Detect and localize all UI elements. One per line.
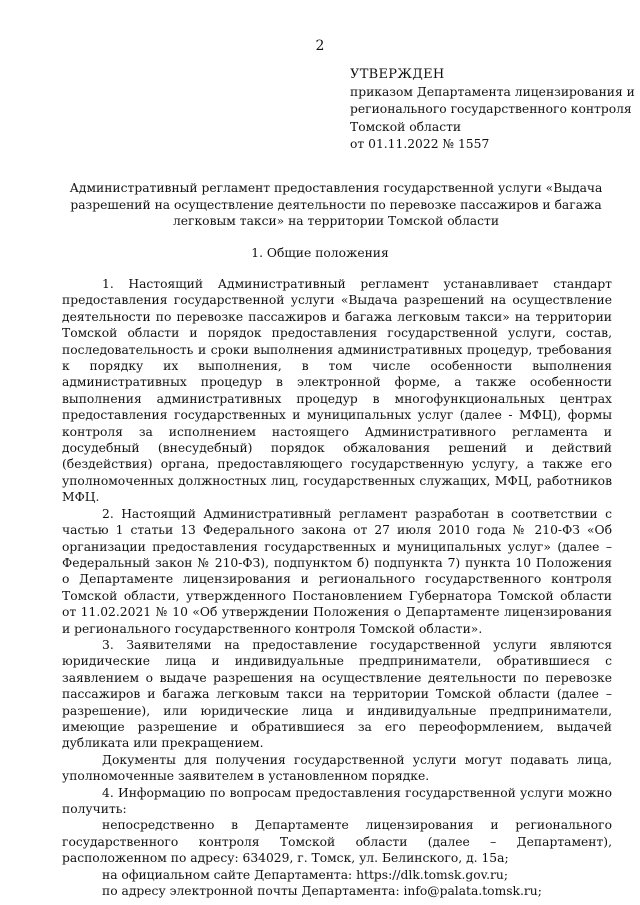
paragraph: непосредственно в Департаменте лицензирования и регионального государственного контроля Томской области (далее – Департамент), расположенном по адресу: 634029, г. Томск, ул. Белинского, д. 15а; (62, 818, 612, 866)
paragraph: Документы для получения государственной услуги могут подавать лица, уполномоченные заявителем в установленном порядке. (62, 752, 612, 784)
approval-line: регионального государственного контроля (350, 102, 632, 116)
paragraph: на официальном сайте Департамента: https://dlk.tomsk.gov.ru; (102, 867, 508, 882)
approval-date: от 01.11.2022 № 1557 (350, 137, 490, 151)
approval-line: приказом Департамента лицензирования и (350, 84, 635, 99)
approval-line: Томской области (350, 119, 462, 134)
paragraph: 4. Информацию по вопросам предоставления государственной услуги можно получить: (62, 785, 612, 816)
paragraph: 3. Заявителями на предоставление государственной услуги являются юридические лица и индивидуальные предприниматели, обратившиеся с заявлением о выдаче разрешения на осуществление деятельности по перевозке пассажиров и багажа легковым такси на территории Томской области (далее – разрешение), или юридические лица и индивидуальные предприниматели, имеющие разрешение и обратившиеся за его переоформлением, выдачей дубликата или прекращением. (62, 637, 612, 751)
approval-title: УТВЕРЖДЕН (350, 67, 445, 82)
document-title: Административный регламент предоставления государственной услуги «Выдача разрешений на осуществление деятельности по перевозке пассажиров и багажа легковым такси» на территории Томской области (69, 181, 603, 228)
paragraph: 1. Настоящий Административный регламент устанавливает стандарт предоставления государственной услуги «Выдача разрешений на осуществление деятельности по перевозке пассажиров и багажа легковым такси» на территории Томской области и порядок предоставления государственной услуги, состав, последовательность и сроки выполнения административных процедур, требования к порядку их выполнения, в том числе особенности выполнения административных процедур в электронной форме, а также особенности выполнения административных процедур в многофункциональных центрах предоставления государственных и муниципальных услуг (далее - МФЦ), формы контроля за исполнением настоящего Административного регламента и досудебный (внесудебный) порядок обжалования решений и действий (бездействия) органа, предоставляющего государственную услугу, а также его уполномоченных должностных лиц, государственных служащих, МФЦ, работников МФЦ. (62, 277, 612, 505)
section-heading: 1. Общие положения (251, 246, 389, 260)
page-number: 2 (315, 38, 325, 54)
document-body (62, 276, 612, 899)
paragraph: по адресу электронной почты Департамента: info@palata.tomsk.ru; (102, 884, 542, 899)
approval-stamp (350, 66, 635, 154)
paragraph: 2. Настоящий Административный регламент разработан в соответствии с частью 1 статьи 13 Федерального закона от 27 июля 2010 года № 210-ФЗ «Об организации предоставления государственных и муниципальных услуг» (далее – Федеральный закон № 210-ФЗ), подпунктом б) подпункта 7) пункта 10 Положения о Департаменте лицензирования и регионального государственного контроля Томской области, утвержденного Постановлением Губернатора Томской области от 11.02.2021 № 10 «Об утверждении Положения о Департаменте лицензирования и регионального государственного контроля Томской области». (62, 506, 612, 636)
